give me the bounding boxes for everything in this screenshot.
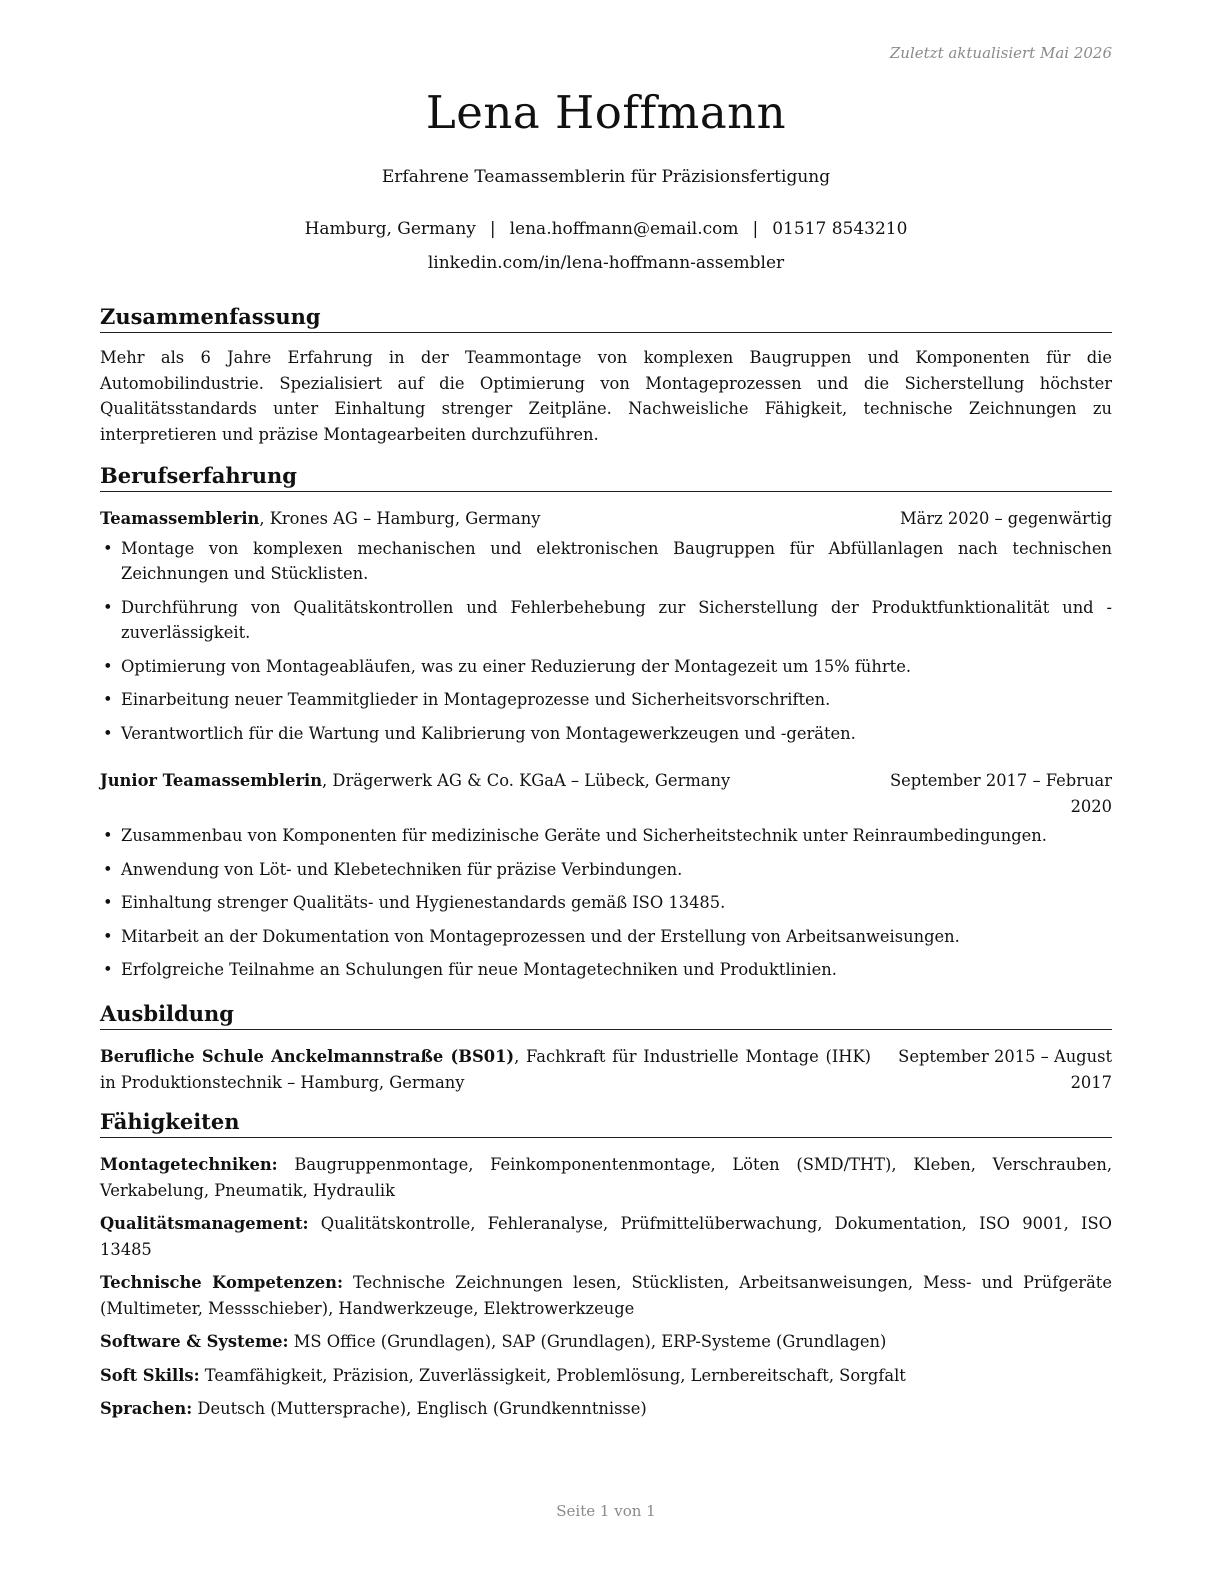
education-entry xyxy=(100,1044,1112,1095)
contact-separator: | xyxy=(752,219,759,239)
skill-row xyxy=(100,1329,1112,1355)
job-header xyxy=(100,506,1112,532)
skill-label: Technische Kompetenzen: xyxy=(100,1273,343,1292)
education-section xyxy=(100,1001,1112,1095)
bullet-icon: • xyxy=(103,960,113,979)
list-item: • Einarbeitung neuer Teammitglieder in Montageprozesse und Sicherheitsvorschriften. xyxy=(100,687,1112,713)
education-dates: September 2015 – August 2017 xyxy=(898,1047,1112,1092)
list-item: • Mitarbeit an der Dokumentation von Montageprozessen und der Erstellung von Arbeitsanweisungen. xyxy=(100,924,1112,950)
job-role: Teamassemblerin xyxy=(100,509,260,528)
job-company: , Drägerwerk AG & Co. KGaA – Lübeck, Germany xyxy=(322,771,731,790)
job-entry xyxy=(100,768,1112,983)
list-item: • Einhaltung strenger Qualitäts- und Hygienestandards gemäß ISO 13485. xyxy=(100,890,1112,916)
job-entry xyxy=(100,506,1112,746)
school-name: Berufliche Schule Anckelmannstraße (BS01) xyxy=(100,1047,515,1066)
degree-text: , Fachkraft für Industrielle Montage (IHK) in Produktionstechnik – Hamburg, Germany xyxy=(100,1047,871,1092)
list-item: • Montage von komplexen mechanischen und elektronischen Baugruppen für Abfüllanlagen nach technischen Zeichnungen und Stücklisten. xyxy=(100,536,1112,587)
bullet-icon: • xyxy=(103,597,113,617)
skill-row xyxy=(100,1270,1112,1321)
skill-text: MS Office (Grundlagen), SAP (Grundlagen), ERP-Systeme (Grundlagen) xyxy=(288,1332,887,1351)
skill-label: Software & Systeme: xyxy=(100,1332,289,1351)
job-title-line xyxy=(100,768,872,819)
skill-text: Qualitätskontrolle, Fehleranalyse, Prüfmittelüberwachung, Dokumentation, ISO 9001, ISO 13485 xyxy=(100,1214,1112,1259)
list-item: • Zusammenbau von Komponenten für medizinische Geräte und Sicherheitstechnik unter Reinraumbedingungen. xyxy=(100,823,1112,849)
contact-line xyxy=(100,219,1112,239)
skill-row xyxy=(100,1363,1112,1389)
list-item: • Optimierung von Montageabläufen, was zu einer Reduzierung der Montagezeit um 15% führte. xyxy=(100,654,1112,680)
section-title: Ausbildung xyxy=(100,1001,1112,1030)
bullet-icon: • xyxy=(103,859,113,879)
job-dates: März 2020 – gegenwärtig xyxy=(899,509,1112,528)
experience-section xyxy=(100,463,1112,991)
skill-row xyxy=(100,1211,1112,1262)
skill-text: Baugruppenmontage, Feinkomponentenmontage, Löten (SMD/THT), Kleben, Verschrauben, Verkabelung, Pneumatik, Hydraulik xyxy=(100,1155,1112,1200)
skill-label: Soft Skills: xyxy=(100,1365,200,1385)
skills-section xyxy=(100,1109,1112,1430)
list-item: • Durchführung von Qualitätskontrollen und Fehlerbehebung zur Sicherstellung der Produktfunktionalität und -zuverlässigkeit. xyxy=(100,595,1112,646)
skill-text: Deutsch (Muttersprache), Englisch (Grundkenntnisse) xyxy=(192,1399,647,1418)
job-dates: September 2017 – Februar 2020 xyxy=(890,771,1112,816)
list-item: • Anwendung von Löt- und Klebetechniken für präzise Verbindungen. xyxy=(100,857,1112,883)
section-title: Fähigkeiten xyxy=(100,1109,1112,1138)
bullet-icon: • xyxy=(103,826,113,845)
list-item: • Erfolgreiche Teilnahme an Schulungen für neue Montagetechniken und Produktlinien. xyxy=(100,957,1112,983)
skill-text: Teamfähigkeit, Präzision, Zuverlässigkeit, Problemlösung, Lernbereitschaft, Sorgfalt xyxy=(199,1365,906,1385)
skill-row xyxy=(100,1396,1112,1422)
section-title: Zusammenfassung xyxy=(100,304,1112,333)
resume-page xyxy=(100,0,1112,1584)
page-number: Seite 1 von 1 xyxy=(556,1502,656,1520)
location-text: Hamburg, Germany xyxy=(304,219,476,239)
last-updated-note: Zuletzt aktualisiert Mai 2026 xyxy=(889,44,1112,62)
bullet-icon: • xyxy=(103,690,113,709)
job-title-line xyxy=(100,506,900,532)
job-bullets xyxy=(100,536,1112,747)
section-title: Berufserfahrung xyxy=(100,463,1112,492)
candidate-headline: Erfahrene Teamassemblerin für Präzisionsfertigung xyxy=(381,167,831,187)
skill-label: Montagetechniken: xyxy=(100,1155,278,1174)
job-company: , Krones AG – Hamburg, Germany xyxy=(259,509,541,528)
skill-label: Sprachen: xyxy=(100,1399,193,1418)
skill-label: Qualitätsmanagement: xyxy=(100,1214,309,1233)
candidate-name: Lena Hoffmann xyxy=(425,86,787,139)
contact-separator: | xyxy=(489,219,496,239)
linkedin-link[interactable]: linkedin.com/in/lena-hoffmann-assembler xyxy=(427,253,785,273)
skill-text: Technische Zeichnungen lesen, Stücklisten, Arbeitsanweisungen, Mess- und Prüfgeräte (Multimeter, Messschieber), Handwerkzeuge, Elektrowerkzeuge xyxy=(100,1273,1112,1318)
bullet-icon: • xyxy=(103,926,113,946)
job-role: Junior Teamassemblerin xyxy=(100,771,323,790)
bullet-icon: • xyxy=(103,656,113,676)
education-details xyxy=(100,1044,871,1095)
list-item: • Verantwortlich für die Wartung und Kalibrierung von Montagewerkzeugen und -geräten. xyxy=(100,721,1112,747)
phone-text: 01517 8543210 xyxy=(772,219,908,239)
summary-section xyxy=(100,304,1112,447)
bullet-icon: • xyxy=(103,538,113,558)
skills-list xyxy=(100,1152,1112,1422)
skill-row xyxy=(100,1152,1112,1203)
job-header xyxy=(100,768,1112,819)
bullet-icon: • xyxy=(103,893,113,912)
email-link[interactable]: lena.hoffmann@email.com xyxy=(509,219,739,239)
summary-text: Mehr als 6 Jahre Erfahrung in der Teammontage von komplexen Baugruppen und Komponenten für die Automobilindustrie. Spezialisiert auf die Optimierung von Montageprozessen und die Sicherstellung höchster Qualitätsstandards unter Einhaltung strenger Zeitpläne. Nachweisliche Fähigkeit, technische Zeichnungen zu interpretieren und präzise Montagearbeiten durchzuführen. xyxy=(100,348,1112,444)
bullet-icon: • xyxy=(103,723,113,743)
job-bullets xyxy=(100,823,1112,983)
